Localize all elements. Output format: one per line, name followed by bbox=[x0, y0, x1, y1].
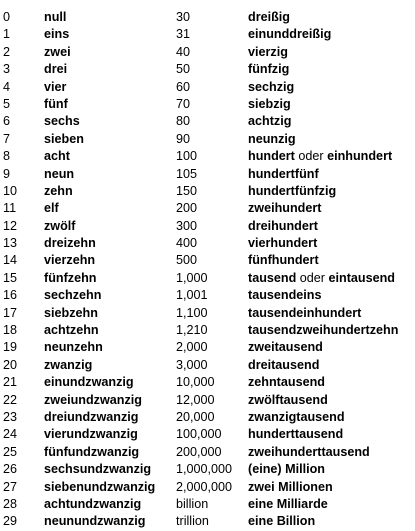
german-word: tausendeinhundert bbox=[248, 305, 362, 320]
number-cell: 100,000 bbox=[176, 427, 222, 442]
number-cell: 15 bbox=[3, 270, 18, 285]
german-word: (eine) Million bbox=[248, 462, 325, 477]
number-cell: 400 bbox=[176, 236, 198, 251]
number-cell: 500 bbox=[176, 253, 198, 268]
number-cell: 200 bbox=[176, 201, 198, 216]
number-cell: 200,000 bbox=[176, 444, 222, 459]
number-cell: trillion bbox=[176, 514, 209, 529]
number-cell: 12 bbox=[3, 218, 18, 233]
german-word-cell: zwei bbox=[44, 44, 71, 59]
german-word: fünfzig bbox=[248, 62, 290, 77]
german-word-cell bbox=[248, 461, 325, 478]
number-cell: 30 bbox=[176, 10, 191, 24]
table-row bbox=[0, 79, 415, 96]
german-word: einunddreißig bbox=[248, 27, 332, 42]
german-word: vierhundert bbox=[248, 236, 318, 251]
number-cell: 105 bbox=[176, 166, 198, 181]
connector-word: oder bbox=[298, 149, 324, 164]
german-word-cell: neun bbox=[44, 166, 75, 181]
german-word: hundert bbox=[248, 149, 295, 164]
german-word-cell bbox=[248, 409, 345, 426]
german-word-cell: null bbox=[44, 10, 67, 24]
number-cell: 70 bbox=[176, 96, 191, 111]
german-word: dreißig bbox=[248, 10, 290, 24]
number-cell: 11 bbox=[3, 201, 17, 216]
number-cell: 6 bbox=[3, 114, 11, 129]
number-cell: 1,001 bbox=[176, 288, 208, 303]
table-row bbox=[0, 426, 415, 443]
number-cell: 7 bbox=[3, 131, 11, 146]
number-cell: 26 bbox=[3, 462, 18, 477]
table-row bbox=[0, 357, 415, 374]
table-row bbox=[0, 113, 415, 130]
number-cell: 12,000 bbox=[176, 392, 215, 407]
number-cell: 21 bbox=[3, 375, 18, 390]
number-cell: 10,000 bbox=[176, 375, 215, 390]
number-cell: 8 bbox=[3, 149, 11, 164]
german-word: eine Billion bbox=[248, 514, 316, 529]
german-word: tausendeins bbox=[248, 288, 322, 303]
german-word: zweitausend bbox=[248, 340, 323, 355]
number-cell: 3 bbox=[3, 62, 11, 77]
table-row bbox=[0, 409, 415, 426]
german-word: zweihundert bbox=[248, 201, 322, 216]
table-row bbox=[0, 44, 415, 61]
german-word-cell: zweiundzwanzig bbox=[44, 392, 142, 407]
number-cell: 4 bbox=[3, 79, 11, 94]
table-row bbox=[0, 270, 415, 287]
table-row bbox=[0, 235, 415, 252]
german-word-cell: neunzehn bbox=[44, 340, 103, 355]
number-cell: 80 bbox=[176, 114, 191, 129]
number-cell: 50 bbox=[176, 62, 191, 77]
table-row bbox=[0, 218, 415, 235]
number-cell: 1,000 bbox=[176, 270, 208, 285]
german-word-cell bbox=[248, 96, 291, 113]
german-word: zweihunderttausend bbox=[248, 444, 370, 459]
german-word-cell bbox=[248, 166, 319, 183]
number-cell: 20,000 bbox=[176, 409, 215, 424]
german-word: tausend bbox=[248, 270, 297, 285]
german-word: sechzig bbox=[248, 79, 295, 94]
table-row bbox=[0, 339, 415, 356]
german-word: zehntausend bbox=[248, 375, 325, 390]
table-row bbox=[0, 148, 415, 165]
number-cell: 24 bbox=[3, 427, 18, 442]
table-row bbox=[0, 513, 415, 530]
german-word-cell: siebzehn bbox=[44, 305, 98, 320]
german-word-cell bbox=[248, 444, 370, 461]
german-word: zwölftausend bbox=[248, 392, 328, 407]
german-word-cell bbox=[248, 322, 398, 339]
number-cell: 20 bbox=[3, 357, 18, 372]
table-row bbox=[0, 26, 415, 43]
number-cell: 18 bbox=[3, 323, 18, 338]
number-cell: 5 bbox=[3, 96, 11, 111]
german-word: dreihundert bbox=[248, 218, 318, 233]
german-word: neunzig bbox=[248, 131, 296, 146]
table-row bbox=[0, 61, 415, 78]
table-row bbox=[0, 166, 415, 183]
german-word-cell: siebenundzwanzig bbox=[44, 479, 156, 494]
table-row bbox=[0, 461, 415, 478]
german-word: achtzig bbox=[248, 114, 292, 129]
number-cell: 9 bbox=[3, 166, 11, 181]
german-word-cell: eins bbox=[44, 27, 70, 42]
number-cell: billion bbox=[176, 496, 209, 511]
german-word-cell: vierzehn bbox=[44, 253, 96, 268]
number-cell: 25 bbox=[3, 444, 18, 459]
german-word-cell bbox=[248, 392, 328, 409]
number-cell: 1,000,000 bbox=[176, 462, 233, 477]
german-word: eine Milliarde bbox=[248, 496, 328, 511]
german-numbers-table bbox=[0, 9, 415, 531]
german-word-cell: elf bbox=[44, 201, 59, 216]
connector-word: oder bbox=[299, 270, 326, 285]
number-cell: 23 bbox=[3, 409, 18, 424]
german-word-cell bbox=[248, 183, 336, 200]
german-word-cell bbox=[248, 218, 318, 235]
german-word-cell bbox=[248, 252, 319, 269]
number-cell: 27 bbox=[3, 479, 18, 494]
german-word-cell bbox=[248, 339, 323, 356]
number-cell: 28 bbox=[3, 496, 18, 511]
german-word-cell: vierundzwanzig bbox=[44, 427, 138, 442]
number-cell: 1,210 bbox=[176, 323, 208, 338]
german-word-cell bbox=[248, 479, 333, 496]
german-word: siebzig bbox=[248, 96, 291, 111]
number-cell: 10 bbox=[3, 183, 18, 198]
german-word-cell bbox=[248, 496, 328, 513]
german-word: hundertfünfzig bbox=[248, 183, 337, 198]
table-row bbox=[0, 183, 415, 200]
number-cell: 17 bbox=[3, 305, 18, 320]
table-row bbox=[0, 444, 415, 461]
german-word-cell: neunundzwanzig bbox=[44, 514, 146, 529]
number-cell: 0 bbox=[3, 10, 11, 24]
number-cell: 29 bbox=[3, 514, 18, 529]
german-word-cell: vier bbox=[44, 79, 67, 94]
german-word: tausendzweihundertzehn bbox=[248, 323, 399, 338]
german-word-cell bbox=[248, 148, 392, 165]
number-cell: 14 bbox=[3, 253, 18, 268]
number-cell: 150 bbox=[176, 183, 198, 198]
german-word-cell: drei bbox=[44, 62, 68, 77]
number-cell: 16 bbox=[3, 288, 18, 303]
table-row bbox=[0, 479, 415, 496]
german-word-cell bbox=[248, 513, 315, 530]
german-word-cell: fünfundzwanzig bbox=[44, 444, 140, 459]
number-cell: 2,000,000 bbox=[176, 479, 233, 494]
german-word-cell bbox=[248, 270, 395, 287]
table-row bbox=[0, 374, 415, 391]
german-word-cell bbox=[248, 61, 289, 78]
number-cell: 40 bbox=[176, 44, 191, 59]
number-cell: 22 bbox=[3, 392, 18, 407]
number-cell: 2,000 bbox=[176, 340, 208, 355]
german-word-cell: einundzwanzig bbox=[44, 375, 134, 390]
german-word-cell: zehn bbox=[44, 183, 73, 198]
table-row bbox=[0, 392, 415, 409]
german-word: dreitausend bbox=[248, 357, 320, 372]
german-word-cell: dreiundzwanzig bbox=[44, 409, 139, 424]
german-word-cell bbox=[248, 426, 343, 443]
table-row bbox=[0, 9, 415, 26]
german-word-cell bbox=[248, 374, 325, 391]
german-word-cell: acht bbox=[44, 149, 70, 164]
german-word-cell bbox=[248, 235, 317, 252]
german-word-cell bbox=[248, 44, 288, 61]
german-word-cell: zwölf bbox=[44, 218, 76, 233]
number-cell: 1,100 bbox=[176, 305, 208, 320]
german-word-cell bbox=[248, 131, 296, 148]
german-word-cell: achtzehn bbox=[44, 323, 99, 338]
german-word-cell bbox=[248, 113, 291, 130]
table-row bbox=[0, 96, 415, 113]
number-cell: 90 bbox=[176, 131, 191, 146]
german-word-alternative: einhundert bbox=[327, 149, 393, 164]
table-row bbox=[0, 322, 415, 339]
german-word: fünfhundert bbox=[248, 253, 319, 268]
german-word-cell bbox=[248, 79, 294, 96]
table-row bbox=[0, 131, 415, 148]
german-word-cell: sieben bbox=[44, 131, 84, 146]
number-cell: 1 bbox=[3, 27, 11, 42]
number-cell: 13 bbox=[3, 236, 18, 251]
number-cell: 60 bbox=[176, 79, 191, 94]
german-word: zwanzigtausend bbox=[248, 409, 345, 424]
number-cell: 100 bbox=[176, 149, 198, 164]
german-word-cell bbox=[248, 26, 331, 43]
german-word-cell: dreizehn bbox=[44, 236, 96, 251]
german-word-cell bbox=[248, 200, 321, 217]
german-word: zwei Millionen bbox=[248, 479, 333, 494]
number-cell: 31 bbox=[176, 27, 191, 42]
german-word-cell: sechzehn bbox=[44, 288, 102, 303]
german-word-cell: fünf bbox=[44, 96, 68, 111]
table-row bbox=[0, 287, 415, 304]
german-word-cell bbox=[248, 357, 319, 374]
german-word-cell bbox=[248, 9, 290, 26]
number-cell: 300 bbox=[176, 218, 198, 233]
german-word-cell bbox=[248, 287, 321, 304]
german-word-cell: sechs bbox=[44, 114, 80, 129]
number-cell: 3,000 bbox=[176, 357, 208, 372]
german-word: hunderttausend bbox=[248, 427, 344, 442]
number-cell: 2 bbox=[3, 44, 11, 59]
german-word: hundertfünf bbox=[248, 166, 319, 181]
german-word-cell: zwanzig bbox=[44, 357, 93, 372]
table-row bbox=[0, 252, 415, 269]
german-word-cell: fünfzehn bbox=[44, 270, 97, 285]
german-word: vierzig bbox=[248, 44, 288, 59]
table-row bbox=[0, 305, 415, 322]
number-cell: 19 bbox=[3, 340, 18, 355]
german-word-cell: sechsundzwanzig bbox=[44, 462, 152, 477]
german-word-cell bbox=[248, 305, 361, 322]
table-row bbox=[0, 496, 415, 513]
table-row bbox=[0, 200, 415, 217]
german-word-alternative: eintausend bbox=[328, 270, 395, 285]
german-word-cell: achtundzwanzig bbox=[44, 496, 142, 511]
